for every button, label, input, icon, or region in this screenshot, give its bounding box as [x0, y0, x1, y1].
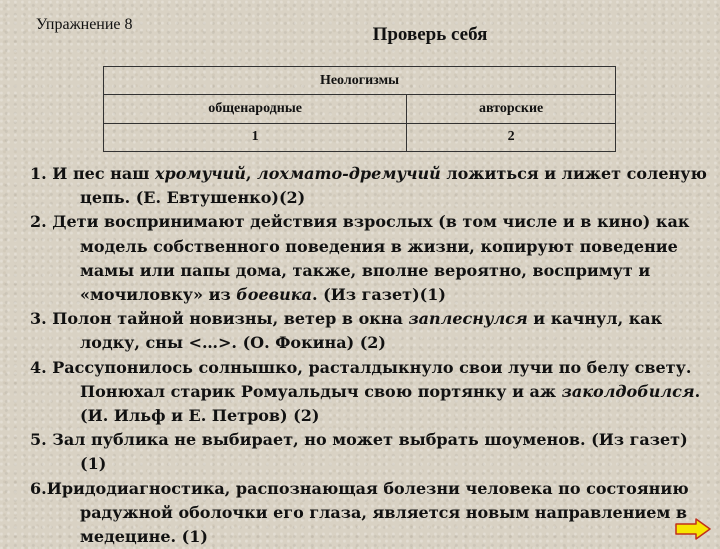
- item-text: 1. И пес наш: [30, 164, 156, 183]
- page-title: Проверь себя: [372, 24, 488, 45]
- neologism: лохмато-дремучий: [257, 164, 441, 183]
- table-caption: Неологизмы: [104, 67, 616, 95]
- table-cell-common: 1: [104, 123, 407, 151]
- item-text: . (И. Ильф и Е. Петров) (2): [80, 381, 701, 426]
- list-item: [30, 477, 710, 549]
- table-header-common: общенародные: [104, 95, 407, 123]
- item-text: 2. Дети воспринимают действия взрослых (в том числе и в кино) как модель собственного поведения в жизни, копируют поведение мамы или папы дома, также, вполне вероятно, воспримут и «мочиловку» из: [30, 212, 690, 305]
- arrow-right-icon[interactable]: [676, 519, 710, 539]
- neologism: заплеснулся: [408, 309, 528, 329]
- exercise-label: Упражнение 8: [36, 16, 133, 33]
- item-text: 5. Зал публика не выбирает, но может выбрать шоуменов. (Из газет)(1): [30, 430, 688, 474]
- item-text: и качнул, как лодку, сны <…>. (О. Фокина) (2): [80, 309, 663, 353]
- list-item: [30, 356, 710, 429]
- next-slide-button[interactable]: [675, 518, 711, 540]
- neologism: заколдобился: [561, 381, 695, 401]
- item-text: ,: [245, 164, 258, 183]
- neologism: хромучий: [155, 164, 246, 183]
- table-cell-author: 2: [407, 123, 616, 151]
- list-item: [30, 307, 710, 355]
- item-text: 6.Иридодиагностика, распознающая болезни человека по состоянию радужной оболочки его глаза, является новым направлением в медецине. (1): [30, 478, 689, 547]
- list-item: [30, 210, 710, 307]
- neologism: боевика: [236, 285, 312, 305]
- item-text: ложиться и лижет соленую цепь. (Е. Евтушенко)(2): [80, 164, 707, 208]
- exercise-items: [30, 162, 710, 549]
- item-text: 3. Полон тайной новизны, ветер в окна: [30, 309, 409, 329]
- table-header-author: авторские: [407, 95, 616, 123]
- list-item: [30, 428, 710, 476]
- list-item: [30, 162, 710, 210]
- item-text: . (Из газет)(1): [311, 285, 446, 305]
- neologisms-table: [103, 66, 616, 152]
- item-text: 4. Рассупонилось солнышко, расталдыкнуло свои лучи по белу свету. Понюхал старик Ромуальдыч свою портянку и аж: [30, 357, 692, 401]
